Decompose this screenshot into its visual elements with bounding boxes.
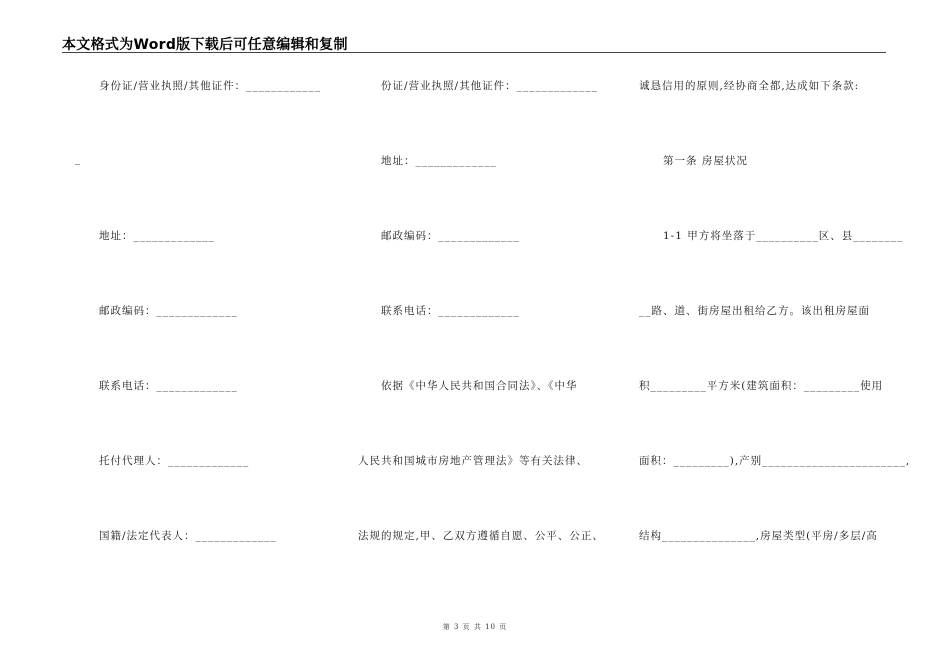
col2-line-law-1: 依据《中华人民共和国合同法》、《中华	[381, 380, 578, 392]
col1-line-phone: 联系电话：_____________	[99, 380, 238, 392]
header-divider	[62, 52, 886, 53]
margin-mark: _	[75, 154, 80, 165]
col1-line-address: 地址：_____________	[99, 230, 215, 242]
col2-line-address: 地址：_____________	[381, 155, 497, 167]
col3-line-area: 积_________平方米(建筑面积：_________使用	[639, 380, 884, 392]
col3-line-rent-out: __路、道、街房屋出租给乙方。该出租房屋面	[639, 305, 870, 317]
col3-line-structure: 结构_______________,房屋类型(平房/多层/高	[639, 530, 878, 542]
col1-line-representative: 国籍/法定代表人：_____________	[99, 530, 277, 542]
col3-line-location: 1-1 甲方将坐落于__________区、县________	[663, 230, 904, 242]
col3-line-principle: 诚恳信用的原则,经协商全都,达成如下条款:	[639, 80, 860, 92]
col1-line-agent: 托付代理人：_____________	[99, 455, 250, 467]
page-number: 第 3 页 共 10 页	[442, 623, 508, 631]
col1-line-postcode: 邮政编码：_____________	[99, 305, 238, 317]
col2-line-law-2: 人民共和国城市房地产管理法》等有关法律、	[358, 455, 588, 467]
document-header-title: 本文格式为Word版下载后可任意编辑和复制	[62, 37, 348, 53]
col3-line-article-heading: 第一条 房屋状况	[663, 155, 748, 167]
col1-line-id: 身份证/营业执照/其他证件：____________	[99, 80, 322, 92]
col2-line-id: 份证/营业执照/其他证件：_____________	[381, 80, 598, 92]
col2-line-law-3: 法规的规定,甲、乙双方遵循自愿、公平、公正、	[358, 530, 604, 542]
col3-line-usable-area: 面积：_________),产别_______________________,	[639, 455, 911, 467]
col2-line-phone: 联系电话：_____________	[381, 305, 520, 317]
col2-line-postcode: 邮政编码：_____________	[381, 230, 520, 242]
